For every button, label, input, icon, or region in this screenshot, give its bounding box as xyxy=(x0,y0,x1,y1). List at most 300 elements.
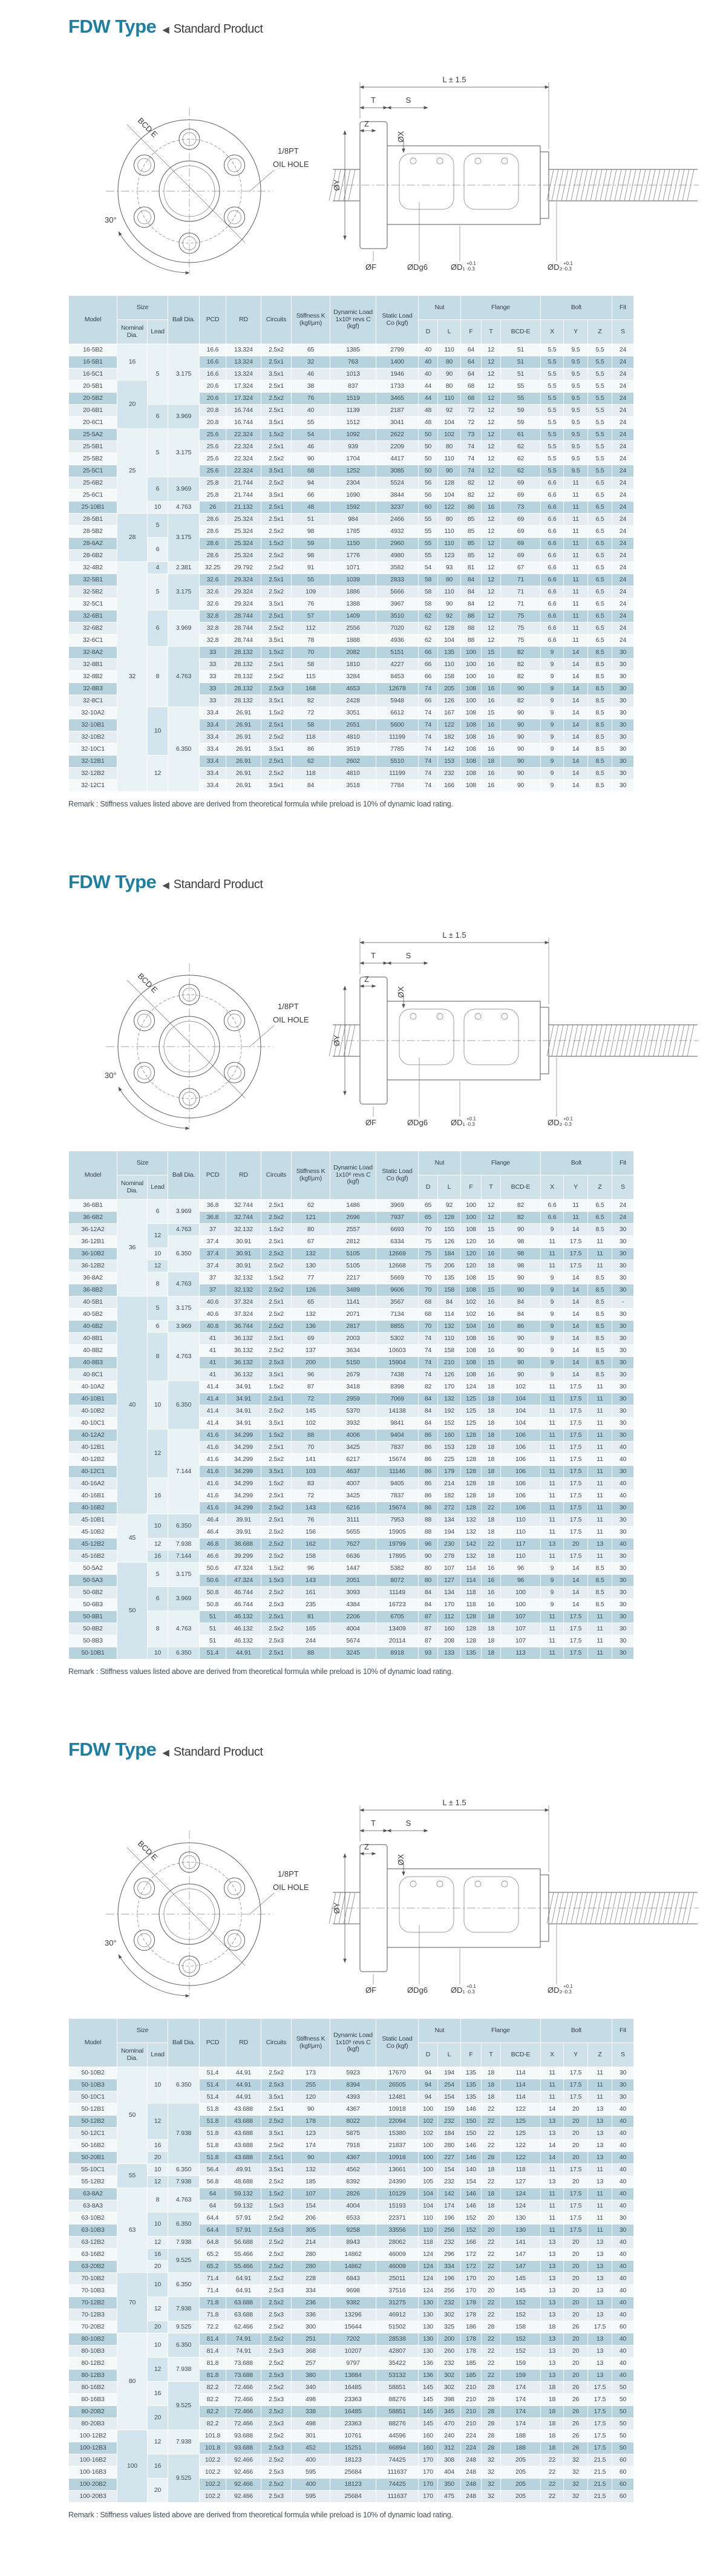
data-cell: 9.5 xyxy=(564,393,588,405)
data-cell: 11 xyxy=(564,550,588,562)
data-cell: 15 xyxy=(482,1272,501,1284)
data-cell: 20.6 xyxy=(200,381,226,393)
data-cell: 41 xyxy=(200,1357,226,1369)
data-cell: 30 xyxy=(612,1405,634,1417)
data-cell: 40.6 xyxy=(200,1296,226,1309)
data-cell: 6.6 xyxy=(541,489,564,502)
data-cell: 29.324 xyxy=(226,586,261,598)
data-cell: 32.8 xyxy=(200,635,226,647)
data-cell: 20 xyxy=(564,2273,588,2285)
data-cell: 9 xyxy=(541,780,564,792)
data-cell: 17.5 xyxy=(564,1623,588,1635)
data-cell: 9 xyxy=(541,744,564,756)
data-cell: 90 xyxy=(501,1224,541,1236)
model-cell: 16-5B2 xyxy=(69,344,117,356)
data-cell: 2.5x1 xyxy=(261,574,292,586)
data-cell: 11 xyxy=(541,2067,564,2079)
data-cell: 123 xyxy=(292,2128,330,2140)
data-cell: 80 xyxy=(438,381,461,393)
data-cell: 21.5 xyxy=(588,2454,612,2466)
data-cell: 11 xyxy=(588,1417,612,1430)
data-cell: 64 xyxy=(461,356,482,368)
data-cell: 18 xyxy=(482,1393,501,1405)
model-cell: 36-12B1 xyxy=(69,1236,117,1248)
data-cell: 5.5 xyxy=(541,429,564,441)
data-cell: 4384 xyxy=(330,1599,376,1611)
model-cell: 36-8A2 xyxy=(69,1272,117,1284)
data-cell: 130 xyxy=(419,2297,438,2309)
col-header-y: Y xyxy=(564,2043,588,2067)
data-cell: 90 xyxy=(501,1272,541,1284)
data-cell: 18 xyxy=(541,2321,564,2333)
data-cell: 59 xyxy=(501,417,541,429)
data-cell: 305 xyxy=(292,2225,330,2237)
data-cell: 22 xyxy=(482,2249,501,2261)
data-cell: 170 xyxy=(419,2491,438,2503)
data-cell: 32.744 xyxy=(226,1200,261,1212)
data-cell: 30 xyxy=(612,1635,634,1647)
data-cell: 4367 xyxy=(330,2104,376,2116)
table-row xyxy=(69,2454,634,2466)
data-cell: 92 xyxy=(438,405,461,417)
data-cell: 87 xyxy=(419,1611,438,1623)
data-cell: 11 xyxy=(541,1478,564,1490)
data-cell: 17.5 xyxy=(564,2079,588,2091)
table-row xyxy=(69,1430,634,1442)
data-cell: 14 xyxy=(564,683,588,695)
data-cell: 9404 xyxy=(376,1430,419,1442)
data-cell: 22 xyxy=(482,2333,501,2346)
data-cell: 5669 xyxy=(376,1272,419,1284)
data-cell: 125 xyxy=(501,2128,541,2140)
data-cell: 77 xyxy=(292,1272,330,1284)
data-cell: 11 xyxy=(541,1393,564,1405)
data-cell: 124 xyxy=(419,2285,438,2297)
data-cell: 74 xyxy=(419,1357,438,1369)
data-cell: 126 xyxy=(438,1236,461,1248)
data-cell: 85 xyxy=(461,526,482,538)
model-cell: 63-20B2 xyxy=(69,2261,117,2273)
data-cell: 14 xyxy=(564,1272,588,1284)
data-cell: 141 xyxy=(501,2237,541,2249)
data-cell: 255 xyxy=(292,2079,330,2091)
data-cell: 50 xyxy=(419,429,438,441)
data-cell: 1704 xyxy=(330,453,376,465)
data-cell: 7627 xyxy=(330,1538,376,1551)
data-cell: 278 xyxy=(438,1551,461,1563)
data-cell: 8.5 xyxy=(588,1587,612,1599)
model-cell: 28-5B1 xyxy=(69,514,117,526)
data-cell: 208 xyxy=(438,1635,461,1647)
data-cell: 24 xyxy=(612,453,634,465)
model-cell: 40-12C1 xyxy=(69,1466,117,1478)
model-cell: 40-8B3 xyxy=(69,1357,117,1369)
data-cell: 2.5x2 xyxy=(261,2261,292,2273)
data-cell: 11 xyxy=(588,1478,612,1490)
data-cell: 9.5 xyxy=(564,405,588,417)
table-row xyxy=(69,538,634,550)
data-cell: 186 xyxy=(461,2321,482,2333)
data-cell: 82 xyxy=(501,1200,541,1212)
data-cell: 50.6 xyxy=(200,1563,226,1575)
data-cell: 20 xyxy=(564,2333,588,2346)
page-subtitle: Standard Product xyxy=(173,878,263,891)
data-cell: 4007 xyxy=(330,1478,376,1490)
data-cell: 13 xyxy=(588,2358,612,2370)
data-cell: 28 xyxy=(482,2406,501,2418)
data-cell: 6.5 xyxy=(588,623,612,635)
ball-dia-cell: 6.350 xyxy=(168,2273,200,2297)
dim-OD1: ØD₁ xyxy=(451,263,465,272)
data-cell: 5.5 xyxy=(541,344,564,356)
data-cell: 57 xyxy=(292,610,330,623)
data-cell: 15 xyxy=(482,1224,501,1236)
data-cell: 15 xyxy=(482,647,501,659)
data-cell: 400 xyxy=(292,2454,330,2466)
lead-cell: 10 xyxy=(148,1381,168,1430)
data-cell: 185 xyxy=(292,2176,330,2188)
data-cell: 74 xyxy=(419,683,438,695)
data-cell: 11 xyxy=(541,1430,564,1442)
data-cell: 126 xyxy=(438,1369,461,1381)
data-cell: 55 xyxy=(419,550,438,562)
data-cell: 32 xyxy=(564,2466,588,2479)
data-cell: 22 xyxy=(482,2140,501,2152)
data-cell: 33 xyxy=(200,659,226,671)
data-cell: 14 xyxy=(564,1563,588,1575)
data-cell: 158 xyxy=(501,2321,541,2333)
data-cell: 2.5x2 xyxy=(261,453,292,465)
data-cell: 300 xyxy=(292,2321,330,2333)
data-cell: 206 xyxy=(292,2212,330,2225)
data-cell: 2.5x3 xyxy=(261,2394,292,2406)
data-cell: 74.91 xyxy=(226,2333,261,2346)
data-cell: 12 xyxy=(482,429,501,441)
data-cell: 8.5 xyxy=(588,659,612,671)
lead-cell: 12 xyxy=(148,1538,168,1551)
data-cell: 4393 xyxy=(330,2091,376,2104)
data-cell: 54 xyxy=(292,429,330,441)
data-cell: 46.4 xyxy=(200,1526,226,1538)
data-cell: 124 xyxy=(501,2200,541,2212)
data-cell: 104 xyxy=(501,1405,541,1417)
model-cell: 25-5C1 xyxy=(69,465,117,477)
table-row xyxy=(69,1538,634,1551)
data-cell: 18 xyxy=(482,1454,501,1466)
data-cell: 132 xyxy=(292,2164,330,2176)
page-subtitle: Standard Product xyxy=(173,1745,263,1759)
data-cell: 9.5 xyxy=(564,417,588,429)
data-cell: 90 xyxy=(501,683,541,695)
data-cell: 166 xyxy=(461,2237,482,2249)
data-cell: 71.4 xyxy=(200,2273,226,2285)
data-cell: 32.6 xyxy=(200,574,226,586)
data-cell: 30 xyxy=(612,1236,634,1248)
table-row xyxy=(69,2249,634,2261)
data-cell: 26.91 xyxy=(226,768,261,780)
data-cell: 71.8 xyxy=(200,2309,226,2321)
data-cell: 141 xyxy=(292,1454,330,1466)
data-cell: 2.5x2 xyxy=(261,2273,292,2285)
col-header-circuits: Circuits xyxy=(261,296,292,344)
data-cell: 64 xyxy=(461,344,482,356)
model-cell: 50-10B1 xyxy=(69,1647,117,1659)
data-cell: 7202 xyxy=(330,2333,376,2346)
data-cell: 102 xyxy=(438,429,461,441)
data-cell: 20 xyxy=(482,2212,501,2225)
data-cell: 37 xyxy=(200,1284,226,1296)
data-cell: 100 xyxy=(461,647,482,659)
data-cell: 57.91 xyxy=(226,2212,261,2225)
data-cell: 14862 xyxy=(330,2261,376,2273)
data-cell: 12 xyxy=(482,514,501,526)
data-cell: 21.744 xyxy=(226,477,261,489)
data-cell: 33 xyxy=(200,683,226,695)
data-cell: 24 xyxy=(612,1212,634,1224)
data-cell: 94 xyxy=(419,2091,438,2104)
data-cell: 96 xyxy=(501,1563,541,1575)
data-cell: 205 xyxy=(501,2479,541,2491)
data-cell: 11 xyxy=(588,2212,612,2225)
data-cell: 2.5x2 xyxy=(261,393,292,405)
data-cell: 62 xyxy=(501,465,541,477)
col-header-static: Static Load Co (kgf) xyxy=(376,1151,419,1200)
model-cell: 40-6B2 xyxy=(69,1321,117,1333)
data-cell: 90 xyxy=(501,1345,541,1357)
data-cell: 30 xyxy=(612,1611,634,1623)
data-cell: 336 xyxy=(292,2309,330,2321)
data-cell: 3519 xyxy=(330,744,376,756)
data-cell: 280 xyxy=(438,2140,461,2152)
data-cell: 25684 xyxy=(330,2491,376,2503)
lead-cell: 20 xyxy=(148,2321,168,2333)
data-cell: 160 xyxy=(419,2430,438,2442)
angle-label: 30° xyxy=(105,1938,117,1947)
data-cell: 763 xyxy=(330,356,376,368)
data-cell: 28.744 xyxy=(226,623,261,635)
data-cell: 8392 xyxy=(330,2176,376,2188)
data-cell: 25.324 xyxy=(226,514,261,526)
table-header xyxy=(69,1151,634,1200)
data-cell: 184 xyxy=(438,1248,461,1260)
data-cell: 1388 xyxy=(330,598,376,610)
data-cell: 92.466 xyxy=(226,2479,261,2491)
data-cell: 7134 xyxy=(376,1309,419,1321)
data-cell: 102 xyxy=(501,1381,541,1393)
data-cell: 40 xyxy=(419,368,438,381)
model-cell: 36-6B2 xyxy=(69,1212,117,1224)
data-cell: 30 xyxy=(612,1647,634,1659)
data-cell: 90 xyxy=(501,1369,541,1381)
data-cell: 3425 xyxy=(330,1490,376,1502)
lead-cell: 12 xyxy=(148,1260,168,1272)
data-cell: 11 xyxy=(564,562,588,574)
data-cell: 10761 xyxy=(330,2430,376,2442)
data-cell: 84 xyxy=(419,1599,438,1611)
dim-OD2-tol-minus: -0.3 xyxy=(563,1989,572,1995)
data-cell: 7020 xyxy=(376,623,419,635)
data-cell: 46009 xyxy=(376,2261,419,2273)
model-cell: 50-5A3 xyxy=(69,1575,117,1587)
data-cell: 32 xyxy=(564,2454,588,2466)
data-cell: 2.5x2 xyxy=(261,2212,292,2225)
data-cell: 11 xyxy=(588,1635,612,1647)
data-cell: 4006 xyxy=(330,1430,376,1442)
data-cell: 5.5 xyxy=(588,368,612,381)
ball-dia-cell: 6.350 xyxy=(168,1514,200,1538)
data-cell: 3425 xyxy=(330,1442,376,1454)
data-cell: 40.6 xyxy=(200,1309,226,1321)
data-cell: 69 xyxy=(501,477,541,489)
data-cell: 6.5 xyxy=(588,598,612,610)
dim-OY: ØY xyxy=(332,1902,341,1914)
data-cell: 7785 xyxy=(376,744,419,756)
col-header-s: S xyxy=(612,2043,634,2067)
data-cell: 51.4 xyxy=(200,2067,226,2079)
col-header-pcd: PCD xyxy=(200,1151,226,1200)
data-cell: 232 xyxy=(438,2237,461,2249)
data-cell: 20.8 xyxy=(200,417,226,429)
data-cell: 184 xyxy=(438,2128,461,2140)
data-cell: 18 xyxy=(541,2382,564,2394)
data-cell: 111637 xyxy=(376,2491,419,2503)
data-cell: 147 xyxy=(501,2249,541,2261)
data-cell: 11 xyxy=(564,477,588,489)
data-cell: 17.5 xyxy=(564,2164,588,2176)
data-cell: 84 xyxy=(501,1296,541,1309)
data-cell: 3489 xyxy=(330,1284,376,1296)
data-cell: 6.5 xyxy=(588,538,612,550)
data-cell: 11 xyxy=(541,1623,564,1635)
data-cell: 6.6 xyxy=(541,550,564,562)
data-cell: 33556 xyxy=(376,2225,419,2237)
data-cell: 154 xyxy=(438,2091,461,2104)
data-cell: 9 xyxy=(541,768,564,780)
data-cell: 1.5x2 xyxy=(261,1430,292,1442)
table-row xyxy=(69,2297,634,2309)
data-cell: 14 xyxy=(564,1296,588,1309)
data-cell: 452 xyxy=(292,2442,330,2454)
data-cell: 81.4 xyxy=(200,2346,226,2358)
data-cell: 74425 xyxy=(376,2479,419,2491)
data-cell: 15193 xyxy=(376,2200,419,2212)
data-cell: 48 xyxy=(419,405,438,417)
data-cell: 56.8 xyxy=(200,2176,226,2188)
data-cell: 25.6 xyxy=(200,453,226,465)
data-cell: 11 xyxy=(564,538,588,550)
angle-label: 30° xyxy=(105,1071,117,1080)
data-cell: 16 xyxy=(482,1236,501,1248)
data-cell: 18 xyxy=(541,2430,564,2442)
data-cell: 44596 xyxy=(376,2430,419,2442)
data-cell: 13 xyxy=(541,2358,564,2370)
data-cell: 1592 xyxy=(330,502,376,514)
data-cell: 11 xyxy=(588,1393,612,1405)
data-cell: 34.299 xyxy=(226,1502,261,1514)
data-cell: 80 xyxy=(438,574,461,586)
data-cell: 55 xyxy=(501,381,541,393)
data-cell: 64.91 xyxy=(226,2273,261,2285)
lead-cell: 5 xyxy=(148,574,168,610)
data-cell: 51 xyxy=(501,356,541,368)
data-cell: 59.132 xyxy=(226,2188,261,2200)
lead-cell: 12 xyxy=(148,1430,168,1478)
data-cell: 107 xyxy=(501,1623,541,1635)
data-cell: 22 xyxy=(482,2104,501,2116)
data-cell: 11 xyxy=(588,1490,612,1502)
dim-S: S xyxy=(405,1819,411,1828)
model-cell: 50-12B2 xyxy=(69,2116,117,2128)
data-cell: 118 xyxy=(501,2164,541,2176)
data-cell: 15251 xyxy=(330,2442,376,2454)
page-title: FDW Type xyxy=(68,1739,157,1760)
data-cell: 65 xyxy=(292,344,330,356)
data-cell: 46.744 xyxy=(226,1587,261,1599)
data-cell: 174 xyxy=(501,2406,541,2418)
data-cell: 17.5 xyxy=(564,1405,588,1417)
data-cell: 8.5 xyxy=(588,1309,612,1321)
data-cell: 18 xyxy=(482,1405,501,1417)
data-cell: 1447 xyxy=(330,1563,376,1575)
data-cell: 113 xyxy=(501,1647,541,1659)
data-cell: 40 xyxy=(612,1478,634,1490)
data-cell: 46.132 xyxy=(226,1611,261,1623)
data-cell: 110 xyxy=(438,393,461,405)
model-cell: 50-10C1 xyxy=(69,2091,117,2104)
data-cell: 30 xyxy=(612,1393,634,1405)
data-cell: 153 xyxy=(438,756,461,768)
table-row xyxy=(69,2358,634,2370)
oil-hole-label-2: OIL HOLE xyxy=(273,1015,309,1024)
data-cell: 152 xyxy=(461,2225,482,2237)
data-cell: 6.6 xyxy=(541,586,564,598)
table-row xyxy=(69,2067,634,2079)
table-row xyxy=(69,2140,634,2152)
data-cell: 13409 xyxy=(376,1623,419,1635)
col-header-l: L xyxy=(438,2043,461,2067)
data-cell: 13 xyxy=(588,2237,612,2249)
data-cell: 82 xyxy=(419,1381,438,1393)
model-cell: 32-4B2 xyxy=(69,562,117,574)
data-cell: 3.5x1 xyxy=(261,489,292,502)
lead-cell: 5 xyxy=(148,429,168,477)
data-cell: 2.5x2 xyxy=(261,2358,292,2370)
data-cell: 9 xyxy=(541,1333,564,1345)
data-cell: 41 xyxy=(200,1369,226,1381)
data-cell: 130 xyxy=(419,2333,438,2346)
data-cell: 127 xyxy=(501,2176,541,2188)
model-cell: 32-10B1 xyxy=(69,719,117,731)
data-cell: 13 xyxy=(541,2176,564,2188)
data-cell: 86 xyxy=(419,1502,438,1514)
table-row xyxy=(69,514,634,526)
data-cell: 9258 xyxy=(330,2225,376,2237)
data-cell: 6693 xyxy=(376,1224,419,1236)
data-cell: 6.5 xyxy=(588,574,612,586)
data-cell: 40 xyxy=(612,2297,634,2309)
data-cell: 40 xyxy=(612,2200,634,2212)
data-cell: 8.5 xyxy=(588,683,612,695)
data-cell: 5150 xyxy=(330,1357,376,1369)
data-cell: 128 xyxy=(461,1430,482,1442)
data-cell: 7937 xyxy=(376,1212,419,1224)
lead-cell: 20 xyxy=(148,2406,168,2430)
data-cell: 5.5 xyxy=(541,393,564,405)
col-header-size: Size xyxy=(117,296,168,320)
data-cell: 70 xyxy=(419,1224,438,1236)
data-cell: 146 xyxy=(461,2200,482,2212)
data-cell: 8.5 xyxy=(588,707,612,719)
